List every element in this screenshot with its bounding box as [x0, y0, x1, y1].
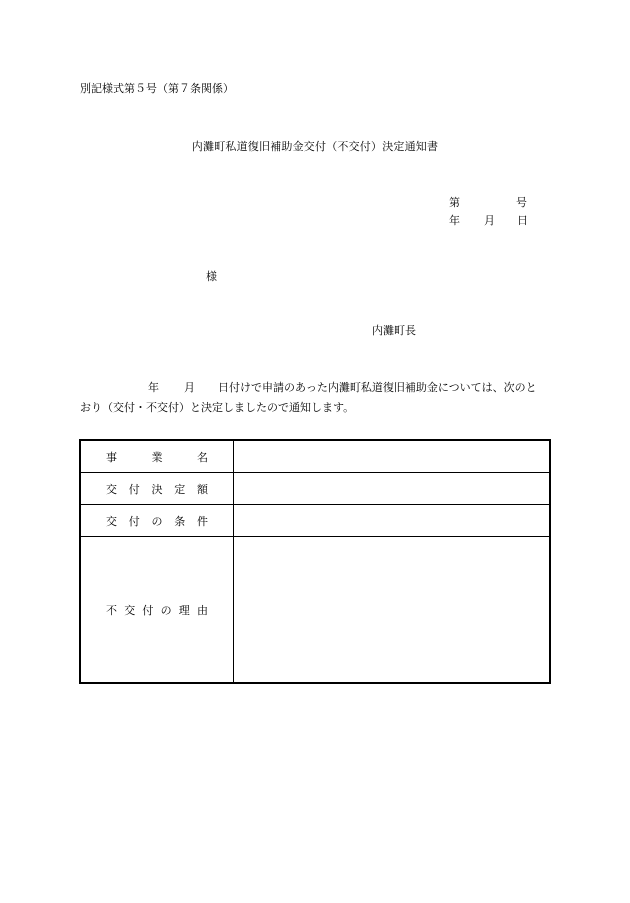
non-grant-reason-label: 不交付の理由 — [106, 603, 208, 617]
body-text-rest: 日付けで申請のあった内灘町私道復旧補助金については、次のと — [218, 381, 537, 394]
table-row — [80, 440, 550, 473]
table-row — [80, 473, 550, 505]
addressee-honorific: 様 — [206, 270, 217, 283]
document-number-suffix: 号 — [516, 196, 527, 209]
table-label-cell — [80, 440, 234, 473]
date-day-label: 日 — [517, 214, 528, 227]
body-text-line-2: おり（交付・不交付）と決定しましたので通知します。 — [80, 401, 355, 414]
date-month-label: 月 — [484, 214, 495, 227]
body-month-label: 月 — [184, 381, 195, 394]
date-year-label: 年 — [449, 214, 460, 227]
table-label-cell — [80, 473, 234, 505]
form-number: 別記様式第５号（第７条関係） — [80, 82, 234, 95]
grant-conditions-value — [234, 505, 551, 537]
non-grant-reason-value — [234, 537, 551, 684]
table-row — [80, 537, 550, 684]
body-text-line-1 — [80, 379, 537, 395]
table-row — [80, 505, 550, 537]
document-number-label: 第 — [449, 196, 460, 209]
document-title: 内灘町私道復旧補助金交付（不交付）決定通知書 — [191, 140, 439, 153]
project-name-label: 事業名 — [106, 450, 208, 464]
issuer-name: 内灘町長 — [372, 324, 416, 337]
project-name-value — [234, 440, 551, 473]
table-label-cell — [80, 505, 234, 537]
grant-amount-value — [234, 473, 551, 505]
decision-table — [79, 439, 551, 684]
grant-amount-label: 交付決定額 — [106, 482, 208, 496]
grant-conditions-label: 交付の条件 — [106, 514, 208, 528]
table-label-cell — [80, 537, 234, 684]
body-year-label: 年 — [148, 381, 159, 394]
